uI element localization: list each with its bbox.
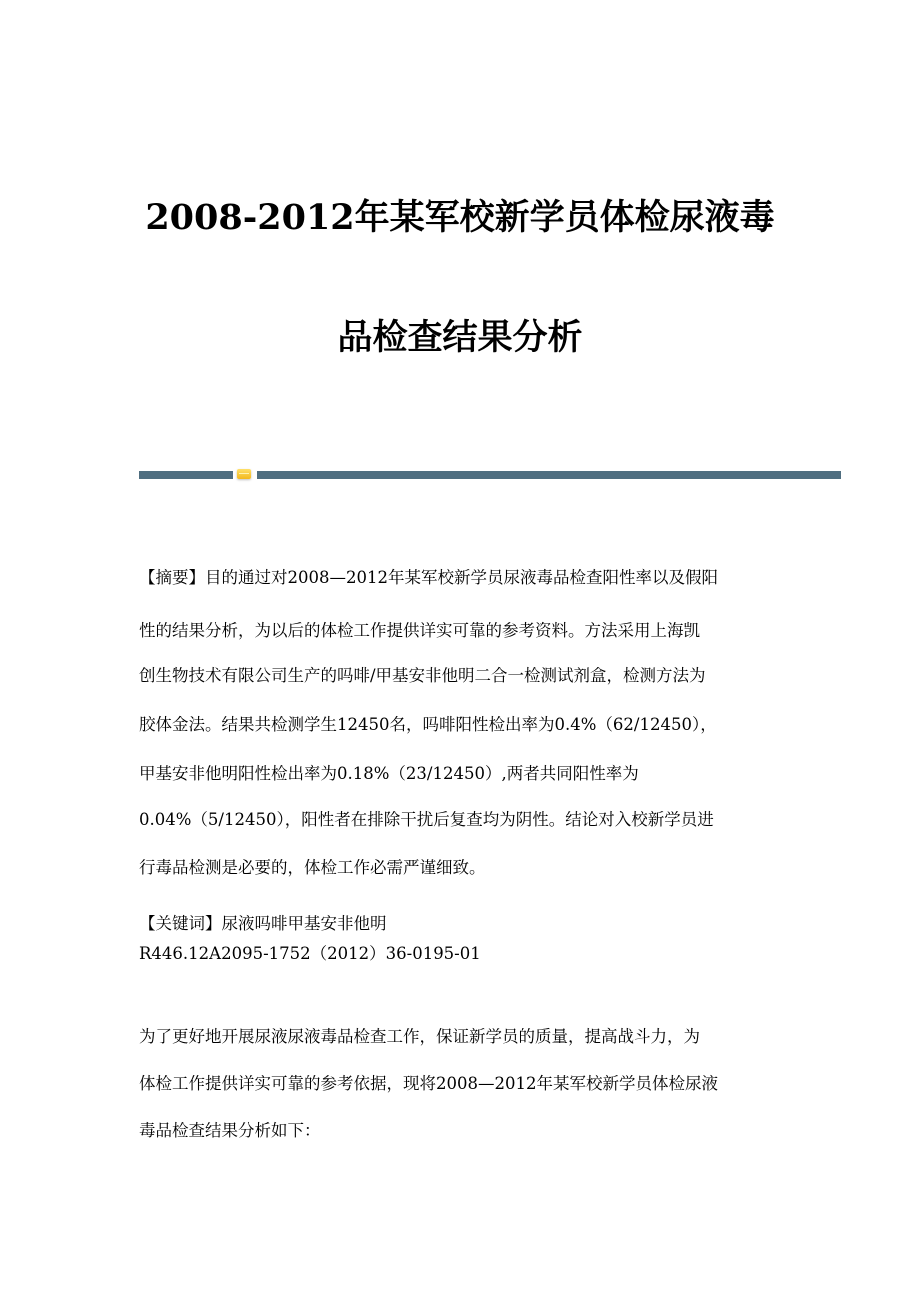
emblem-icon — [237, 469, 251, 479]
intro-line: 体检工作提供详实可靠的参考依据，现将2008—2012年某军校新学员体检尿液 — [139, 1074, 718, 1093]
abstract-line: 胶体金法。结果共检测学生12450名，吗啡阳性检出率为0.4%（62/12450）， — [139, 715, 717, 734]
abstract-line: 行毒品检测是必要的，体检工作必需严谨细致。 — [139, 858, 486, 877]
document-title-line-1: 2008-2012年某军校新学员体检尿液毒 — [145, 197, 775, 238]
document-title-line-2: 品检查结果分析 — [337, 317, 583, 358]
divider-bar-left — [139, 471, 233, 479]
divider-bar-right — [257, 471, 841, 479]
abstract-line: 性的结果分析，为以后的体检工作提供详实可靠的参考资料。方法采用上海凯 — [139, 621, 700, 640]
intro-line: 为了更好地开展尿液尿液毒品检查工作，保证新学员的质量，提高战斗力，为 — [139, 1027, 700, 1046]
classification-line: R446.12A2095-1752（2012）36-0195-01 — [139, 944, 481, 963]
abstract-line: 创生物技术有限公司生产的吗啡/甲基安非他明二合一检测试剂盒，检测方法为 — [139, 666, 706, 685]
keywords-line: 【关键词】尿液吗啡甲基安非他明 — [139, 914, 387, 933]
intro-line: 毒品检查结果分析如下： — [139, 1121, 321, 1140]
abstract-line: 0.04%（5/12450），阳性者在排除干扰后复查均为阴性。结论对入校新学员进 — [139, 810, 714, 829]
abstract-line: 甲基安非他明阳性检出率为0.18%（23/12450）,两者共同阳性率为 — [139, 764, 639, 783]
title-divider — [139, 470, 841, 480]
abstract-line: 【摘要】目的通过对2008—2012年某军校新学员尿液毒品检查阳性率以及假阳 — [139, 568, 718, 587]
